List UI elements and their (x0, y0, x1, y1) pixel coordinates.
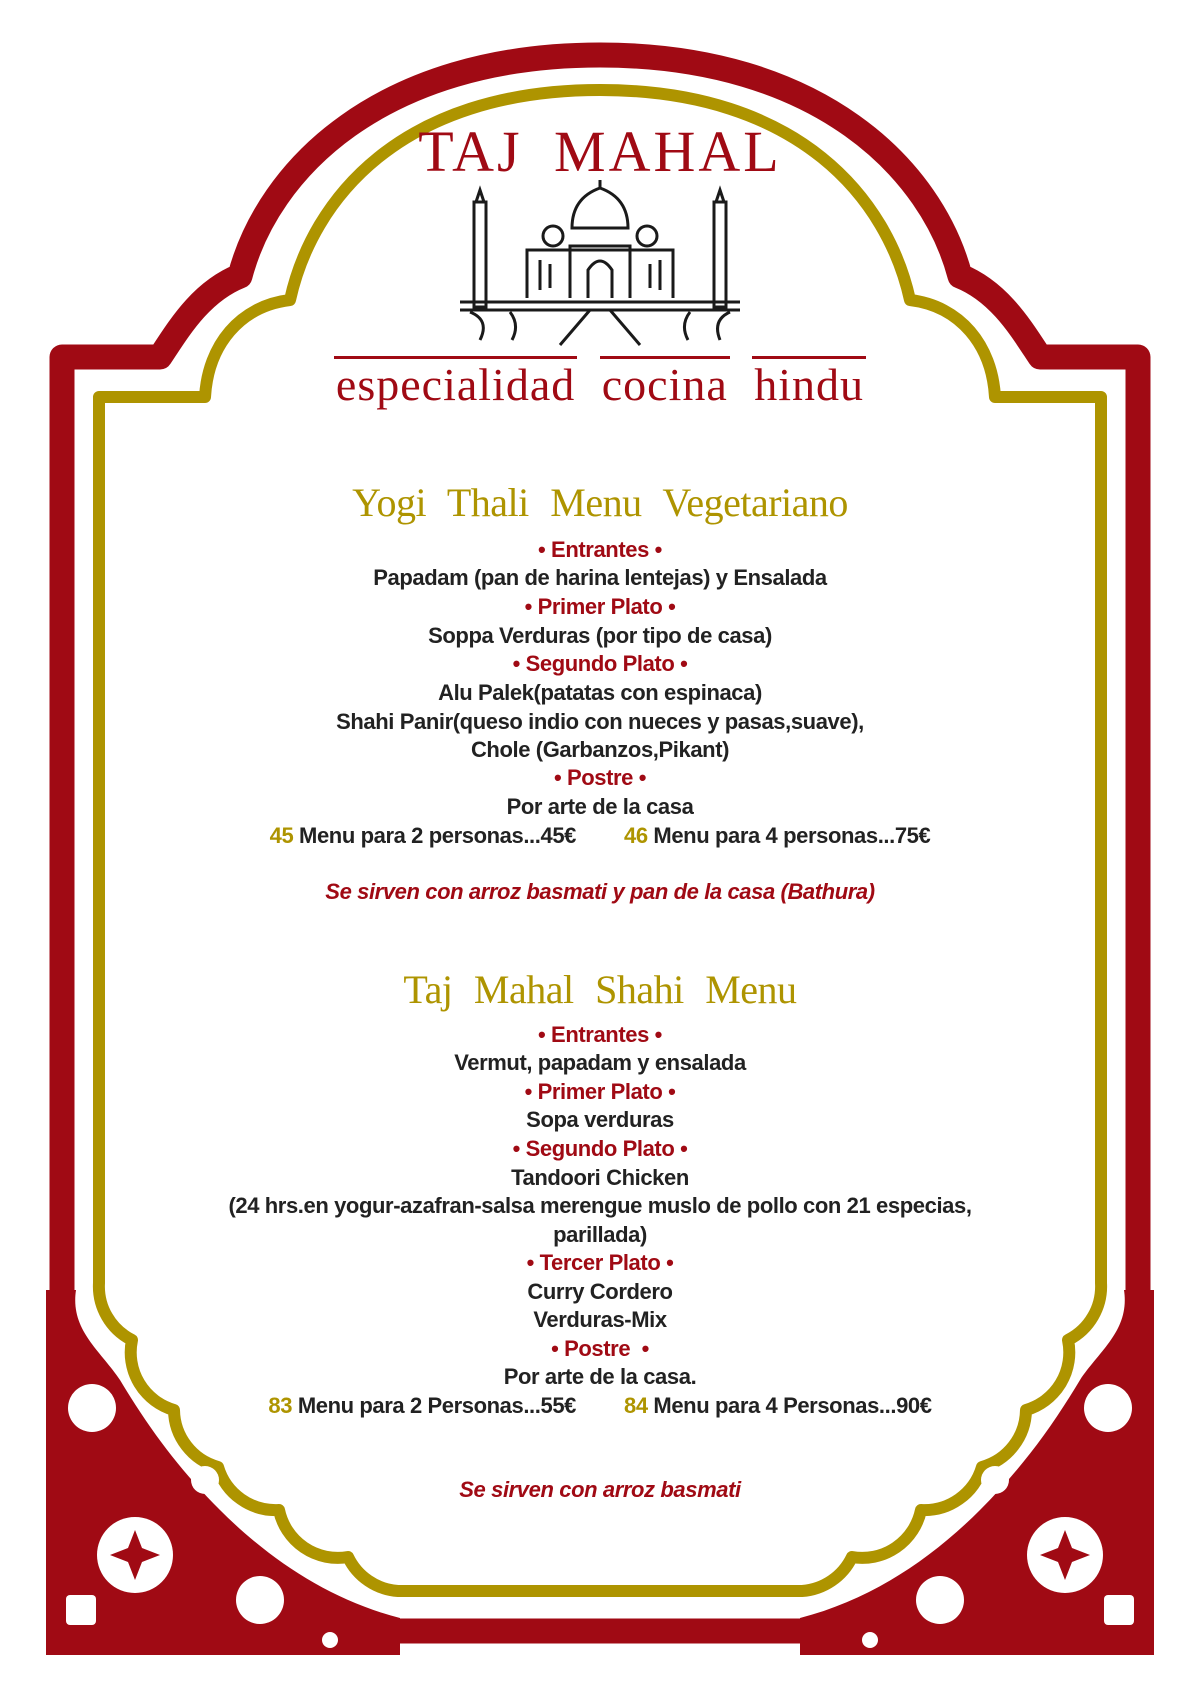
menu-number: 45 (269, 823, 294, 848)
serving-note: Se sirven con arroz basmati y pan de la casa (Bathura) (325, 879, 875, 904)
subtitle (0, 360, 1200, 410)
menu-item: Alu Palek(patatas con espinaca) (438, 680, 762, 705)
course-label: • Segundo Plato • (512, 651, 688, 676)
menu-number: 83 (268, 1393, 293, 1418)
price-text: Menu para 4 personas...75€ (653, 823, 931, 848)
price-option (268, 1391, 576, 1421)
course-label: • Entrantes • (538, 1022, 662, 1047)
course-label: • Primer Plato • (524, 594, 676, 619)
price-text: Menu para 2 personas...45€ (299, 823, 576, 848)
menu-item: (24 hrs.en yogur-azafran-salsa merengue muslo de pollo con 21 especias, (228, 1193, 972, 1218)
subtitle-word: cocina (600, 356, 730, 410)
price-text: Menu para 2 Personas...55€ (297, 1393, 576, 1418)
menu-item: Chole (Garbanzos,Pikant) (470, 737, 730, 762)
menu-item: Soppa Verduras (por tipo de casa) (428, 623, 772, 648)
course-label: • Postre • (551, 1336, 649, 1361)
course-label: • Postre • (553, 765, 647, 790)
serving-note: Se sirven con arroz basmati (459, 1477, 741, 1502)
menu-item: Shahi Panir(queso indio con nueces y pasas,suave), (336, 709, 864, 734)
course-label: • Primer Plato • (524, 1079, 676, 1104)
menu-item: Por arte de la casa (506, 794, 694, 819)
menu-number: 84 (624, 1393, 648, 1418)
menu-item: parillada) (553, 1222, 647, 1247)
menu-item: Papadam (pan de harina lentejas) y Ensalada (373, 565, 827, 590)
price-option (624, 821, 930, 851)
menu-item: Curry Cordero (527, 1279, 673, 1304)
menu-item: Vermut, papadam y ensalada (454, 1050, 746, 1075)
menu-title: Yogi Thali Menu Vegetariano (352, 480, 848, 525)
course-label: • Tercer Plato • (526, 1250, 674, 1275)
menu-number: 46 (624, 823, 648, 848)
price-options (0, 821, 1200, 851)
subtitle-word: hindu (752, 356, 866, 410)
menu-item: Tandoori Chicken (511, 1165, 689, 1190)
menu-item: Por arte de la casa. (503, 1364, 697, 1389)
course-label: • Entrantes • (538, 537, 662, 562)
price-option (624, 1391, 932, 1421)
menu-item: Verduras-Mix (533, 1307, 667, 1332)
price-options (0, 1391, 1200, 1421)
price-option (270, 821, 576, 851)
restaurant-title: TAJ MAHAL (418, 119, 782, 184)
subtitle-word: especialidad (334, 356, 577, 410)
menu-item: Sopa verduras (526, 1107, 674, 1132)
price-text: Menu para 4 Personas...90€ (653, 1393, 932, 1418)
taj-mahal-illustration (450, 180, 750, 350)
menu-title: Taj Mahal Shahi Menu (403, 967, 797, 1012)
course-label: • Segundo Plato • (512, 1136, 688, 1161)
